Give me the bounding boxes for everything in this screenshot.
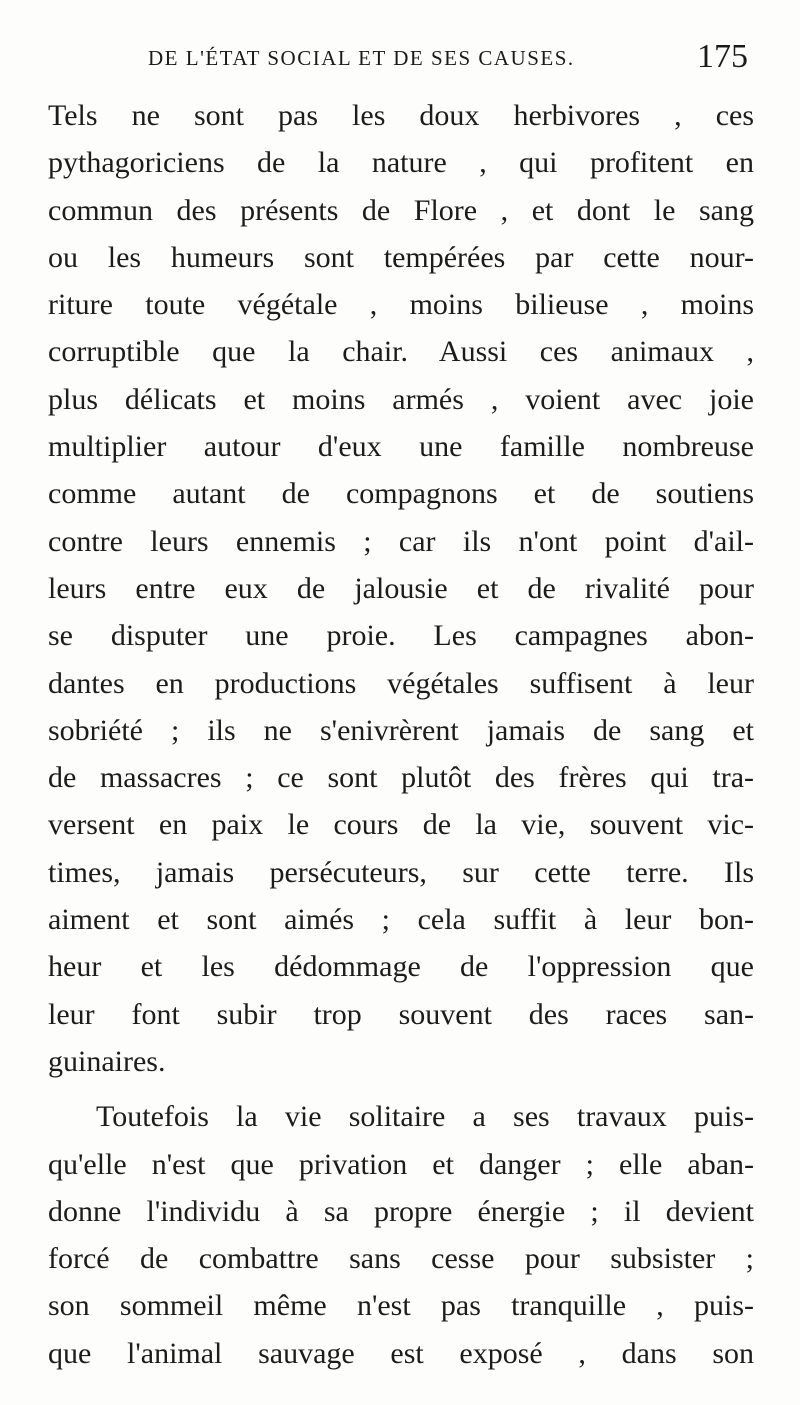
text-line: contre leurs ennemis ; car ils n'ont point d'ail- <box>48 524 754 558</box>
text-line: times, jamais persécuteurs, sur cette terre. Ils <box>48 855 754 889</box>
text-line: qu'elle n'est que privation et danger ; elle aban- <box>48 1147 754 1181</box>
text-line: riture toute végétale , moins bilieuse , moins <box>48 288 754 322</box>
text-line: versent en paix le cours de la vie, souvent vic- <box>48 808 754 842</box>
text-line: forcé de combattre sans cesse pour subsister ; <box>48 1242 754 1276</box>
text-line: plus délicats et moins armés , voient avec joie <box>48 382 754 416</box>
running-head: DE L'ÉTAT SOCIAL ET DE SES CAUSES. <box>148 46 575 70</box>
page-header <box>148 38 768 78</box>
text-line: heur et les dédommage de l'oppression que <box>48 950 754 984</box>
text-line: Toutefois la vie solitaire a ses travaux puis- <box>96 1100 754 1134</box>
text-line: multiplier autour d'eux une famille nombreuse <box>48 430 754 464</box>
text-line: pythagoriciens de la nature , qui profitent en <box>48 146 754 180</box>
paragraph-1 <box>48 92 754 1085</box>
text-line: comme autant de compagnons et de soutiens <box>48 477 754 511</box>
text-line: son sommeil même n'est pas tranquille , puis- <box>48 1289 754 1323</box>
text-line: Tels ne sont pas les doux herbivores , ces <box>48 99 754 132</box>
text-line: leur font subir trop souvent des races san- <box>48 997 754 1031</box>
page-number: 175 <box>697 38 748 75</box>
body-text <box>48 92 754 1377</box>
text-line: guinaires. <box>48 1044 166 1078</box>
text-line: ou les humeurs sont tempérées par cette nour- <box>48 240 754 274</box>
text-line: de massacres ; ce sont plutôt des frères qui tra- <box>48 761 754 795</box>
text-line: que l'animal sauvage est exposé , dans son <box>48 1336 754 1370</box>
text-line: commun des présents de Flore , et dont le sang <box>48 193 754 227</box>
text-line: se disputer une proie. Les campagnes abon- <box>48 619 754 653</box>
text-line: dantes en productions végétales suffisent à leur <box>48 666 754 700</box>
text-line: sobriété ; ils ne s'enivrèrent jamais de sang et <box>48 713 754 747</box>
paragraph-gap <box>48 1085 754 1093</box>
text-line: aiment et sont aimés ; cela suffit à leur bon- <box>48 903 754 937</box>
paragraph-2 <box>48 1093 754 1377</box>
text-line: corruptible que la chair. Aussi ces animaux , <box>48 335 754 369</box>
text-line: leurs entre eux de jalousie et de rivalité pour <box>48 571 754 605</box>
text-line: donne l'individu à sa propre énergie ; il devient <box>48 1194 754 1228</box>
